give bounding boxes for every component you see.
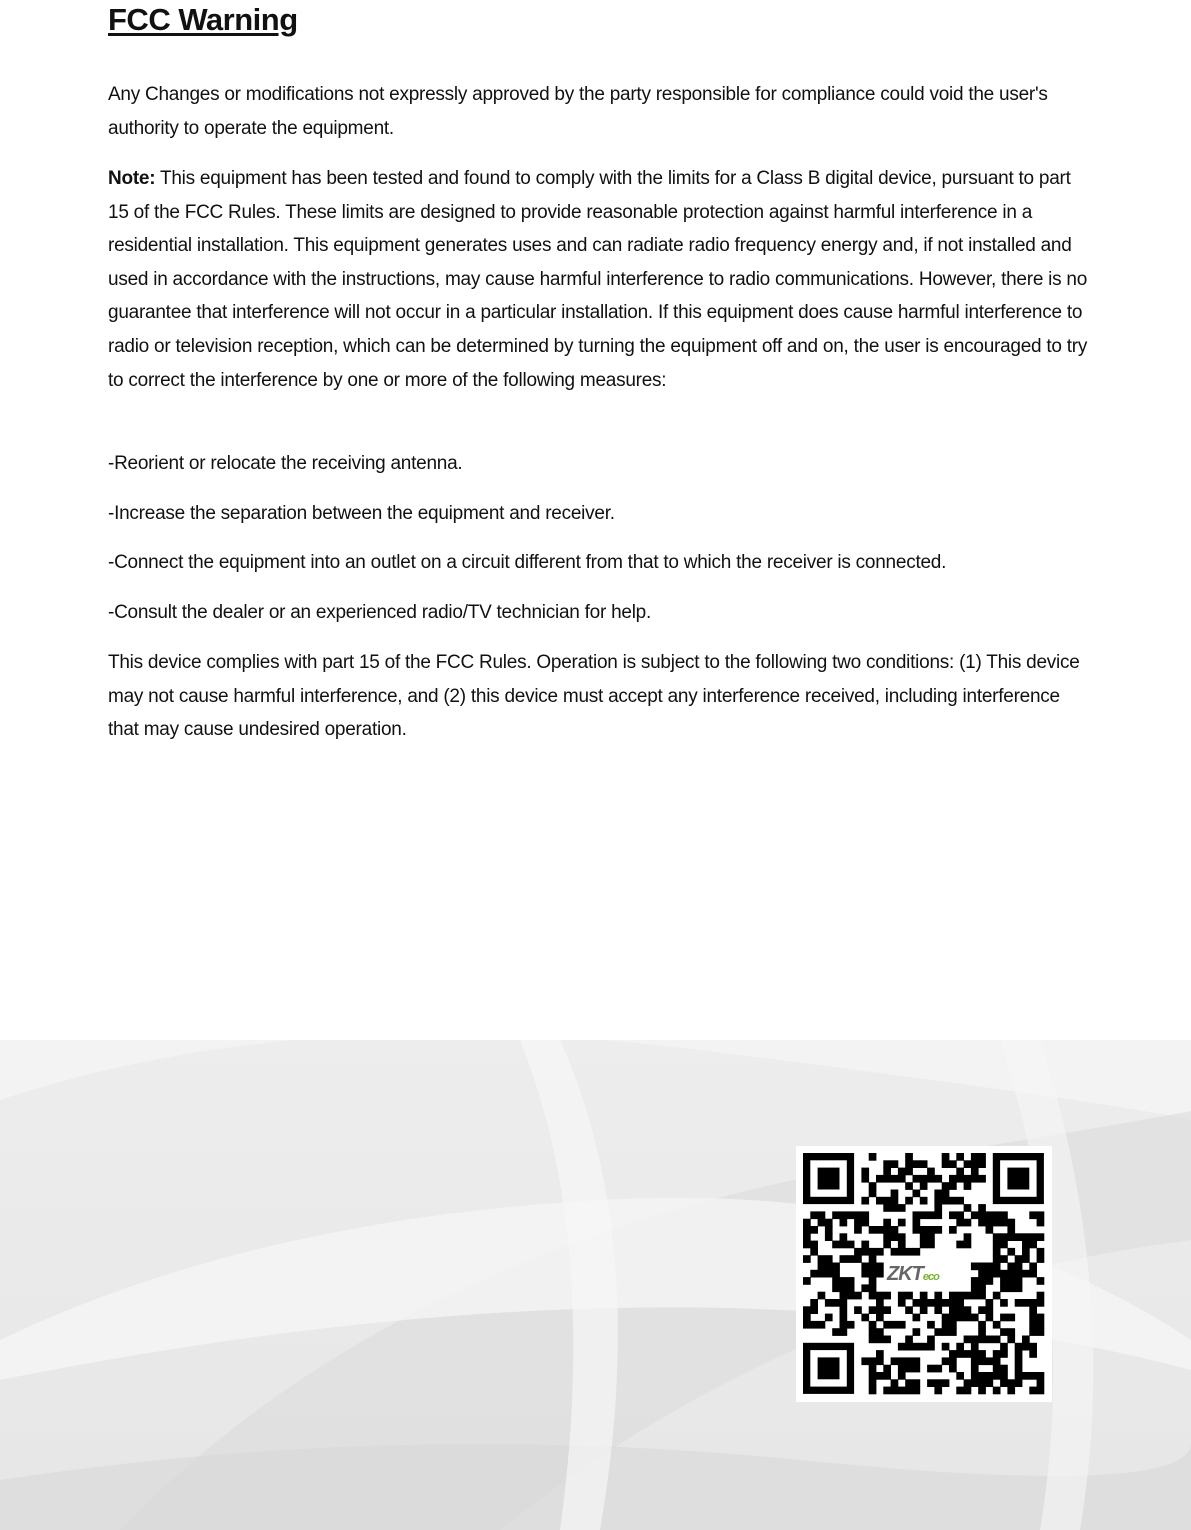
document-body xyxy=(108,0,1088,741)
modifications-paragraph: Any Changes or modifications not expressly approved by the party responsible for compliance could void the user's authority to operate the equipment. xyxy=(108,84,1048,139)
note-label: Note: xyxy=(108,168,156,189)
page-title: FCC Warning xyxy=(108,2,298,37)
note-paragraph xyxy=(108,162,1088,397)
compliance-paragraph: This device complies with part 15 of the FCC Rules. Operation is subject to the following two conditions: (1) This device may not cause harmful interference, and (2) this device must accept any interference received, including interference that may cause undesired operation. xyxy=(108,652,1080,741)
qr-code xyxy=(796,1146,1052,1402)
note-text: This equipment has been tested and found to comply with the limits for a Class B digital device, pursuant to part 15 of the FCC Rules. These limits are designed to provide reasonable protection against harmful interference in a residential installation. This equipment generates uses and can radiate radio frequency energy and, if not installed and used in accordance with the instructions, may cause harmful interference to radio communications. However, there is no guarantee that interference will not occur in a particular installation. If this equipment does cause harmful interference to radio or television reception, which can be determined by turning the equipment off and on, the user is encouraged to try to correct the interference by one or more of the following measures: xyxy=(108,168,1088,391)
logo-suffix: eco xyxy=(922,1271,939,1283)
measure-item: -Increase the separation between the equipment and receiver. xyxy=(108,503,615,524)
zkteco-logo xyxy=(884,1263,942,1286)
logo-brand: ZKT xyxy=(887,1263,923,1285)
measure-item: -Consult the dealer or an experienced radio/TV technician for help. xyxy=(108,602,652,623)
measure-item: -Connect the equipment into an outlet on a circuit different from that to which the receiver is connected. xyxy=(108,552,947,573)
measure-item: -Reorient or relocate the receiving antenna. xyxy=(108,453,463,474)
